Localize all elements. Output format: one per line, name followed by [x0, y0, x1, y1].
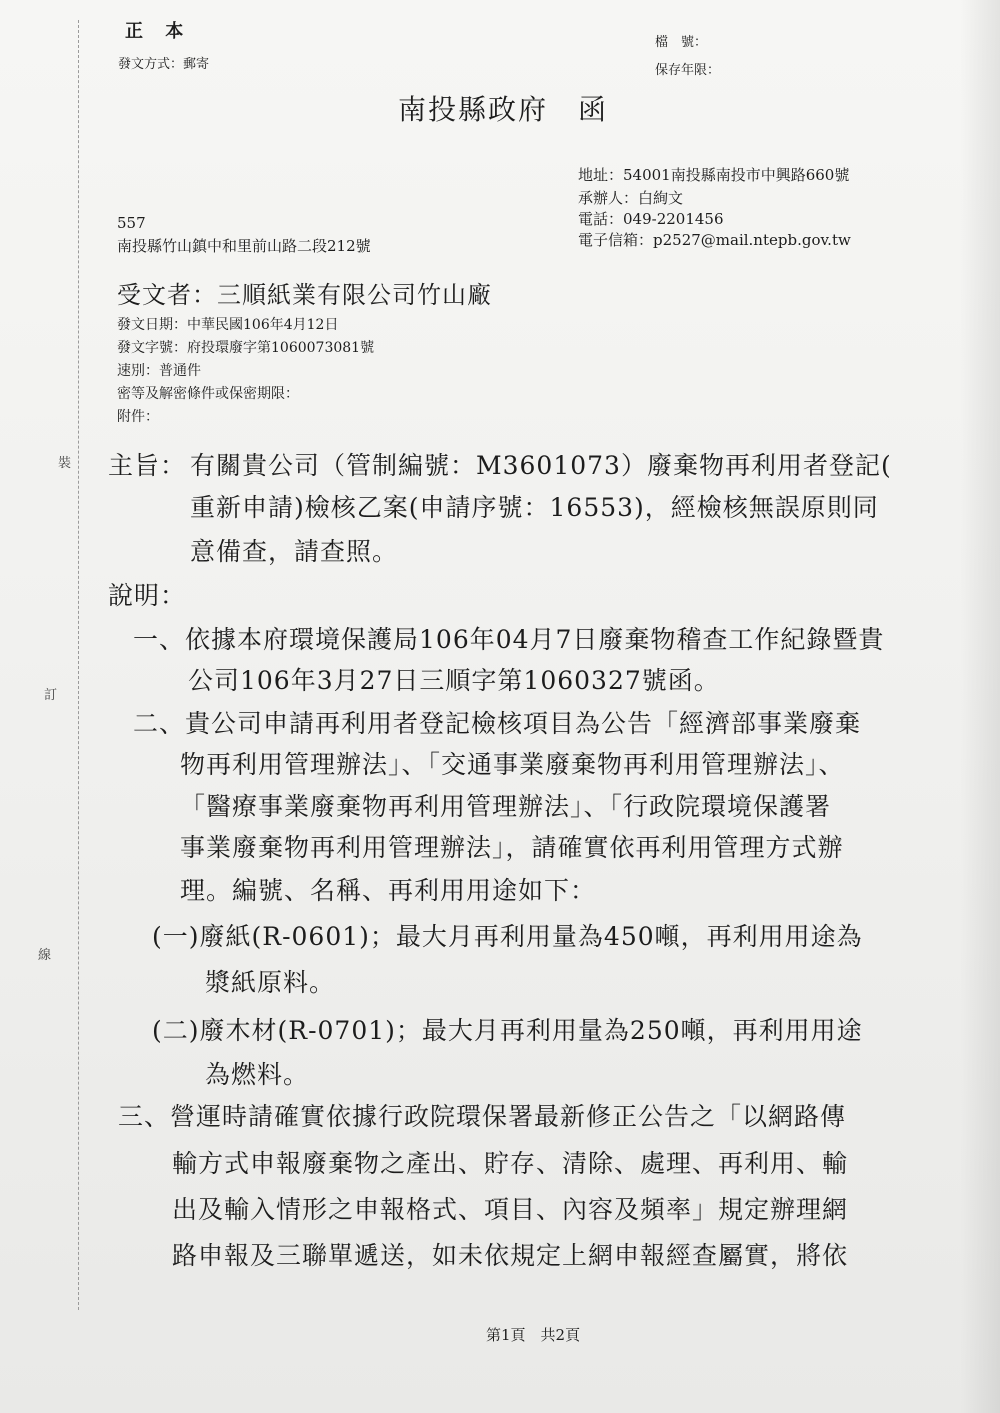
item-one-line-1: 一、依據本府環境保護局106年04月7日廢棄物稽查工作紀錄暨貴 — [133, 625, 885, 654]
subject-line-1: 有關貴公司（管制編號：M3601073）廢棄物再利用者登記( — [190, 451, 892, 480]
binding-mark-bottom: 線 — [38, 948, 52, 963]
issue-date: 發文日期：中華民國106年4月12日 — [117, 317, 339, 333]
delivery-speed: 速別：普通件 — [117, 363, 201, 379]
recipient-address: 南投縣竹山鎮中和里前山路二段212號 — [117, 237, 371, 255]
binding-mark-top: 裝 — [58, 456, 72, 471]
binding-mark-middle: 訂 — [44, 688, 58, 703]
sub-item-two-line-2: 為燃料。 — [205, 1060, 310, 1089]
sub-item-one-line-1: (一)廢紙(R-0601)；最大月再利用量為450噸，再利用用途為 — [152, 922, 863, 951]
sub-item-one-line-2: 漿紙原料。 — [205, 968, 336, 997]
send-method: 發文方式：郵寄 — [118, 57, 210, 72]
item-three-line-4: 路申報及三聯單遞送，如未依規定上網申報經查屬實，將依 — [172, 1241, 849, 1270]
file-number-label: 檔 號： — [655, 35, 708, 50]
item-three-line-1: 三、營運時請確實依據行政院環保署最新修正公告之「以網路傳 — [118, 1102, 847, 1131]
item-three-line-3: 出及輸入情形之申報格式、項目、內容及頻率」規定辦理網 — [172, 1195, 849, 1224]
recipient: 受文者：三順紙業有限公司竹山廠 — [117, 281, 492, 309]
retention-label: 保存年限： — [655, 63, 721, 78]
item-three-line-2: 輸方式申報廢棄物之產出、貯存、清除、處理、再利用、輸 — [172, 1149, 849, 1178]
sender-contact: 承辦人：白絢文 — [578, 189, 684, 207]
subject-label: 主旨： — [108, 451, 187, 480]
attachment: 附件： — [117, 409, 159, 425]
document-number: 發文字號：府投環廢字第1060073081號 — [117, 340, 375, 356]
sender-email: 電子信箱：p2527@mail.ntepb.gov.tw — [578, 231, 851, 249]
explanation-label: 說明： — [108, 581, 187, 610]
sender-address: 地址：54001南投縣南投市中興路660號 — [578, 166, 850, 184]
binding-line — [78, 20, 79, 1310]
recipient-zip: 557 — [117, 214, 146, 232]
item-two-line-5: 理。編號、名稱、再利用用途如下： — [180, 876, 597, 905]
item-two-line-3: 「醫療事業廢棄物再利用管理辦法」、「行政院環境保護署 — [180, 792, 832, 821]
item-two-line-4: 事業廢棄物再利用管理辦法」，請確實依再利用管理方式辦 — [180, 833, 844, 862]
document-title: 南投縣政府 函 — [398, 93, 609, 126]
item-two-line-2: 物再利用管理辦法」、「交通事業廢棄物再利用管理辦法」、 — [180, 750, 845, 779]
item-two-line-1: 二、貴公司申請再利用者登記檢核項目為公告「經濟部事業廢棄 — [133, 709, 862, 738]
item-one-line-2: 公司106年3月27日三順字第1060327號函。 — [188, 666, 720, 695]
page-number: 第1頁 共2頁 — [486, 1326, 581, 1344]
page-shadow — [960, 0, 1000, 1413]
copy-type: 正 本 — [125, 21, 192, 42]
sender-phone: 電話：049-2201456 — [578, 210, 724, 228]
subject-line-2: 重新申請)檢核乙案(申請序號：16553)，經檢核無誤原則同 — [190, 493, 879, 522]
secrecy-level: 密等及解密條件或保密期限： — [117, 386, 299, 402]
subject-line-3: 意備查，請查照。 — [190, 537, 399, 566]
sub-item-two-line-1: (二)廢木材(R-0701)；最大月再利用量為250噸，再利用用途 — [152, 1016, 863, 1045]
